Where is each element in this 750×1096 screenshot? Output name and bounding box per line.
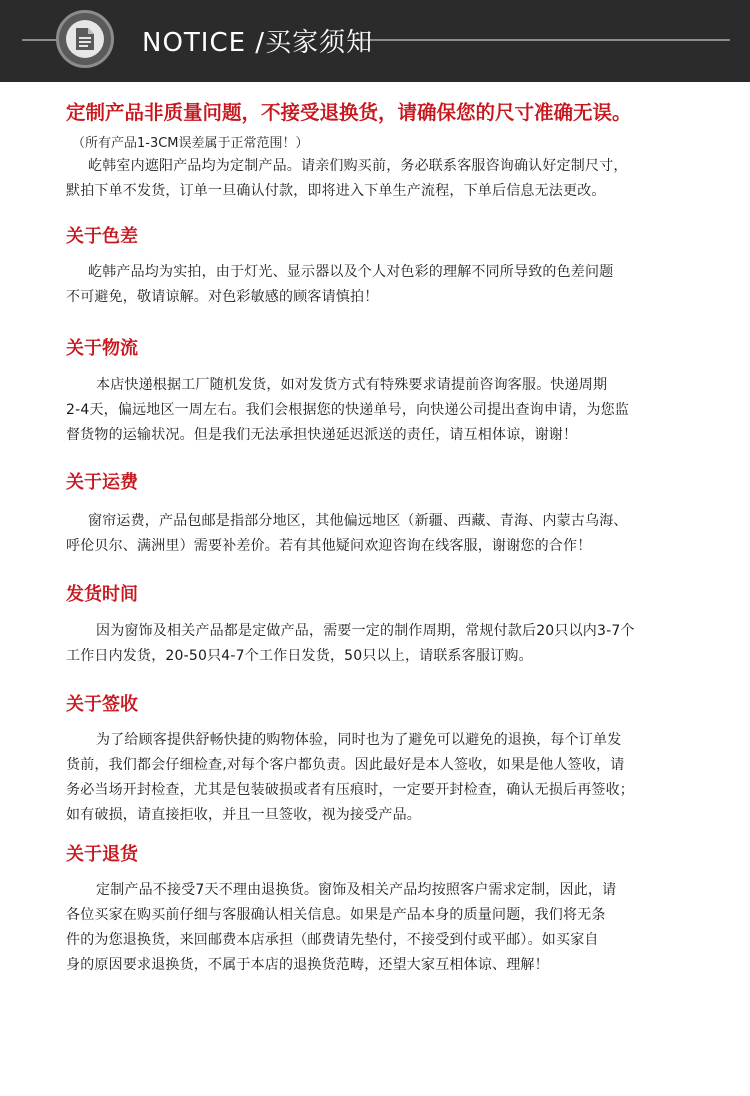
section-title-returns: 关于退货 <box>66 844 138 865</box>
section-title-delivery-time: 发货时间 <box>66 584 138 605</box>
section-body-delivery-time <box>66 619 686 669</box>
text-line: 定制产品不接受7天不理由退换货。窗饰及相关产品均按照客户需求定制，因此，请 <box>96 882 617 898</box>
header-divider-right <box>355 39 730 41</box>
text-line: 不可避免，敬请谅解。对色彩敏感的顾客请慎拍！ <box>66 289 379 305</box>
section-title-shipping-fee: 关于运费 <box>66 472 138 493</box>
notice-header <box>0 0 750 82</box>
text-line: 因为窗饰及相关产品都是定做产品，需要一定的制作周期，常规付款后20只以内3-7个 <box>96 623 635 639</box>
section-body-returns <box>66 878 686 978</box>
section-title-sign-for: 关于签收 <box>66 694 138 715</box>
text-line: 屹韩室内遮阳产品均为定制产品。请亲们购买前，务必联系客服咨询确认好定制尺寸， <box>88 158 628 174</box>
text-line: 呼伦贝尔、满洲里）需要补差价。若有其他疑问欢迎咨询在线客服，谢谢您的合作！ <box>66 538 592 554</box>
section-body-sign-for <box>66 728 686 828</box>
section-body-logistics <box>66 373 686 448</box>
text-line: 各位买家在购买前仔细与客服确认相关信息。如果是产品本身的质量问题，我们将无条 <box>66 907 606 923</box>
text-line: 为了给顾客提供舒畅快捷的购物体验，同时也为了避免可以避免的退换，每个订单发 <box>96 732 622 748</box>
size-tolerance-note: （所有产品1-3CM误差属于正常范围！） <box>72 136 309 151</box>
document-icon <box>75 27 95 51</box>
text-line: 身的原因要求退换货，不属于本店的退换货范畴，还望大家互相体谅、理解！ <box>66 957 549 973</box>
text-line: 屹韩产品均为实拍，由于灯光、显示器以及个人对色彩的理解不同所导致的色差问题 <box>88 264 614 280</box>
section-body-color-difference <box>66 260 686 310</box>
text-line: 工作日内发货，20-50只4-7个工作日发货，50只以上，请联系客服订购。 <box>66 648 533 664</box>
text-line: 货前，我们都会仔细检查,对每个客户都负责。因此最好是本人签收，如果是他人签收，请 <box>66 757 625 773</box>
custom-product-warning: 定制产品非质量问题，不接受退换货，请确保您的尺寸准确无误。 <box>66 101 632 124</box>
section-title-color-difference: 关于色差 <box>66 226 138 247</box>
text-line: 务必当场开封检查，尤其是包装破损或者有压痕时，一定要开封检查，确认无损后再签收； <box>66 782 634 798</box>
text-line: 件的为您退换货，来回邮费本店承担（邮费请先垫付，不接受到付或平邮）。如买家自 <box>66 932 599 948</box>
text-line: 如有破损，请直接拒收，并且一旦签收，视为接受产品。 <box>66 807 421 823</box>
text-line: 本店快递根据工厂随机发货，如对发货方式有特殊要求请提前咨询客服。快递周期 <box>96 377 608 393</box>
section-title-logistics: 关于物流 <box>66 338 138 359</box>
text-line: 窗帘运费，产品包邮是指部分地区，其他偏远地区（新疆、西藏、青海、内蒙古乌海、 <box>88 513 628 529</box>
header-badge <box>56 10 114 68</box>
text-line: 2-4天，偏远地区一周左右。我们会根据您的快递单号，向快递公司提出查询申请，为您监 <box>66 402 630 418</box>
custom-order-paragraph <box>66 154 686 204</box>
page-title: NOTICE /买家须知 <box>142 28 374 58</box>
text-line: 督货物的运输状况。但是我们无法承担快递延迟派送的责任，请互相体谅，谢谢！ <box>66 427 578 443</box>
text-line: 默拍下单不发货，订单一旦确认付款，即将进入下单生产流程，下单后信息无法更改。 <box>66 183 606 199</box>
section-body-shipping-fee <box>66 509 686 559</box>
